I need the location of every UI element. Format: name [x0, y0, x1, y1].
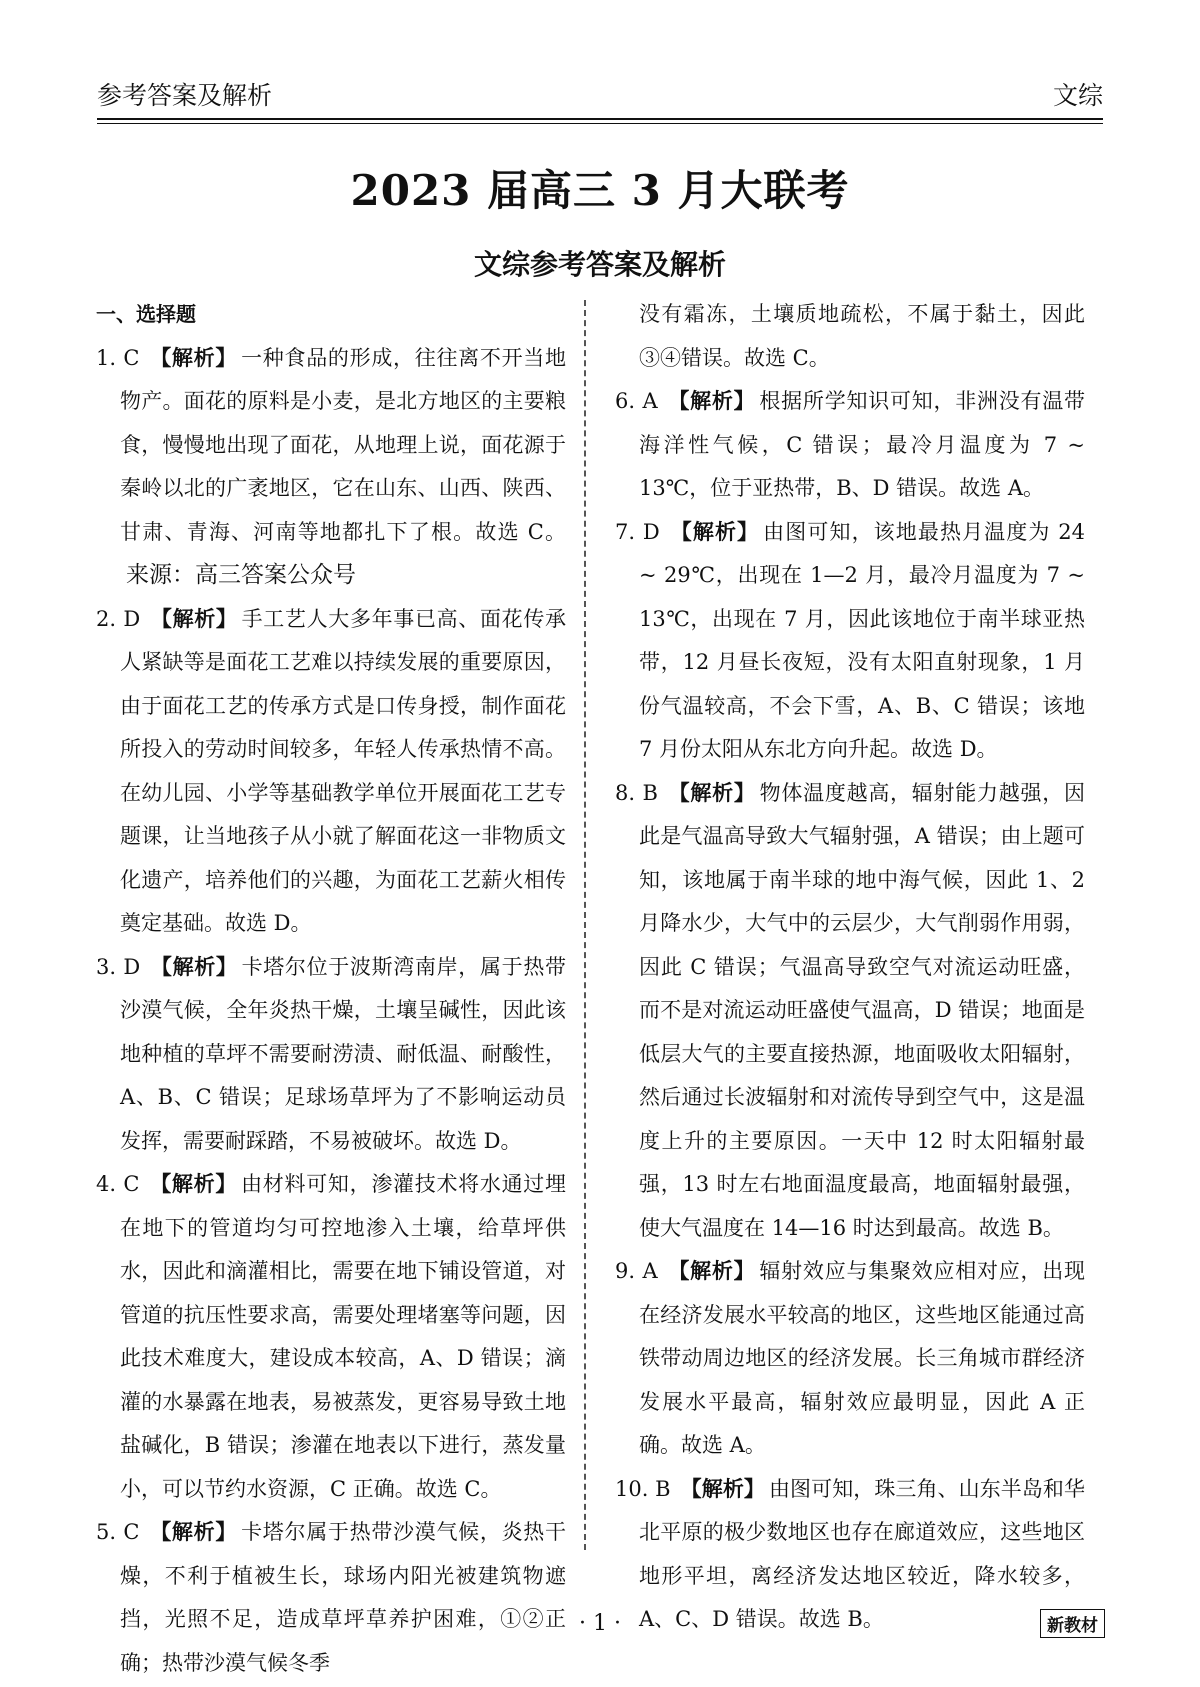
analysis-tag: 【解析】: [149, 1520, 238, 1544]
analysis-tag: 【解析】: [149, 1172, 238, 1196]
question-2: [96, 598, 566, 946]
analysis-tag: 【解析】: [149, 345, 238, 370]
question-number: 1. C: [96, 345, 140, 370]
question-text: 根据所学知识可知，非洲没有温带海洋性气候，C 错误；最冷月温度为 7 ~ 13℃，位于亚热带，B、D 错误。故选 A。: [639, 389, 1085, 500]
question-text: 物体温度越高，辐射能力越强，因此是气温高导致大气辐射强，A 错误；由上题可知，该地属于南半球的地中海气候，因此 1、2 月降水少，大气中的云层少，大气削弱作用弱，因此 C 错误；气温高导致空气对流运动旺盛，而不是对流运动旺盛使气温高，D 错误；地面是低层大气的主要直接热源，地面吸收太阳辐射，然后通过长波辐射和对流传导到空气中，这是温度上升的主要原因。一天中 12 时太阳辐射最强，13 时左右地面温度最高，地面辐射最强，使大气温度在 14—16 时达到最高。故选 B。: [639, 780, 1085, 1240]
left-column: [96, 293, 567, 1675]
question-text: 由图可知，该地最热月温度为 24 ~ 29℃，出现在 1—2 月，最冷月温度为 7 ~ 13℃，出现在 7 月，因此该地位于南半球亚热带，12 月昼长夜短，没有太阳直射现象，1 月份气温较高，不会下雪，A、B、C 错误；该地 7 月份太阳从东北方向升起。故选 D。: [639, 519, 1085, 761]
question-text: 卡塔尔属于热带沙漠气候，炎热干燥，不利于植被生长，球场内阳光被建筑物遮挡，光照不足，造成草坪草养护困难，①②正确；热带沙漠气候冬季: [120, 1520, 567, 1675]
question-text: 由图可知，珠三角、山东半岛和华北平原的极少数地区也存在廊道效应，这些地区地形平坦，离经济发达地区较近，降水较多，A、C、D 错误。故选 B。: [639, 1476, 1086, 1631]
question-text: 手工艺人大多年事已高、面花传承人紧缺等是面花工艺难以持续发展的重要原因，由于面花工艺的传承方式是口传身授，制作面花所投入的劳动时间较多，年轻人传承热情不高。在幼儿园、小学等基础教学单位开展面花工艺专题课，让当地孩子从小就了解面花这一非物质文化遗产，培养他们的兴趣，为面花工艺薪火相传奠定基础。故选 D。: [120, 606, 566, 935]
analysis-tag: 【解析】: [150, 606, 238, 631]
source-watermark: 来源：高三答案公众号: [126, 562, 356, 588]
page-title: 2023 届高三 3 月大联考: [350, 166, 850, 215]
analysis-tag: 【解析】: [667, 1259, 756, 1283]
question-7: [615, 511, 1085, 772]
question-5: [96, 1511, 566, 1685]
analysis-tag: 【解析】: [669, 519, 760, 544]
page-number: · 1 ·: [579, 1611, 621, 1636]
question-number: 7. D: [615, 519, 660, 544]
edition-badge: 新教材: [1040, 1609, 1105, 1638]
question-3: [96, 946, 566, 1164]
question-text: 辐射效应与集聚效应相对应，出现在经济发展水平较高的地区，这些地区能通过高铁带动周边地区的经济发展。长三角城市群经济发展水平最高，辐射效应最明显，因此 A 正确。故选 A。: [639, 1259, 1085, 1457]
question-number: 3. D: [96, 954, 141, 979]
question-9: [615, 1250, 1085, 1468]
page-header: [97, 70, 1103, 120]
column-divider: [584, 300, 586, 1550]
question-number: 6. A: [615, 389, 658, 413]
question-text: 卡塔尔位于波斯湾南岸，属于热带沙漠气候，全年炎热干燥，土壤呈碱性，因此该地种植的草坪不需要耐涝渍、耐低温、耐酸性，A、B、C 错误；足球场草坪为了不影响运动员发挥，需要耐踩踏，不易被破坏。故选 D。: [120, 954, 566, 1153]
question-number: 2. D: [96, 606, 141, 631]
question-1: [96, 337, 566, 598]
question-number: 4. C: [96, 1172, 140, 1196]
question-8: [615, 772, 1085, 1251]
question-number: 10. B: [615, 1476, 671, 1501]
question-text: 一种食品的形成，往往离不开当地物产。面花的原料是小麦，是北方地区的主要粮食，慢慢地出现了面花，从地理上说，面花源于秦岭以北的广袤地区，它在山东、山西、陕西、甘肃、青海、河南等地都扎下了根。故选 C。: [120, 345, 567, 544]
question-number: 9. A: [615, 1259, 658, 1283]
question-6: [615, 380, 1085, 511]
question-5-continued: 没有霜冻，土壤质地疏松，不属于黏土，因此③④错误。故选 C。: [639, 302, 1085, 370]
page-subtitle: 文综参考答案及解析: [473, 248, 726, 281]
question-text: 由材料可知，渗灌技术将水通过埋在地下的管道均匀可控地渗入土壤，给草坪供水，因此和滴灌相比，需要在地下铺设管道，对管道的抗压性要求高，需要处理堵塞等问题，因此技术难度大，建设成本较高，A、D 错误；滴灌的水暴露在地表，易被蒸发，更容易导致土地盐碱化，B 错误；渗灌在地表以下进行，蒸发量小，可以节约水资源，C 正确。故选 C。: [120, 1172, 567, 1501]
analysis-tag: 【解析】: [680, 1476, 765, 1501]
section-heading: 一、选择题: [96, 302, 196, 326]
analysis-tag: 【解析】: [667, 389, 756, 413]
question-number: 8. B: [615, 780, 658, 805]
question-number: 5. C: [96, 1520, 140, 1544]
header-rule: [97, 123, 1103, 124]
header-subject-label: 文综: [1052, 81, 1103, 110]
header-left-label: 参考答案及解析: [97, 81, 273, 110]
analysis-tag: 【解析】: [150, 954, 238, 979]
analysis-tag: 【解析】: [667, 780, 756, 805]
question-4: [96, 1163, 566, 1511]
